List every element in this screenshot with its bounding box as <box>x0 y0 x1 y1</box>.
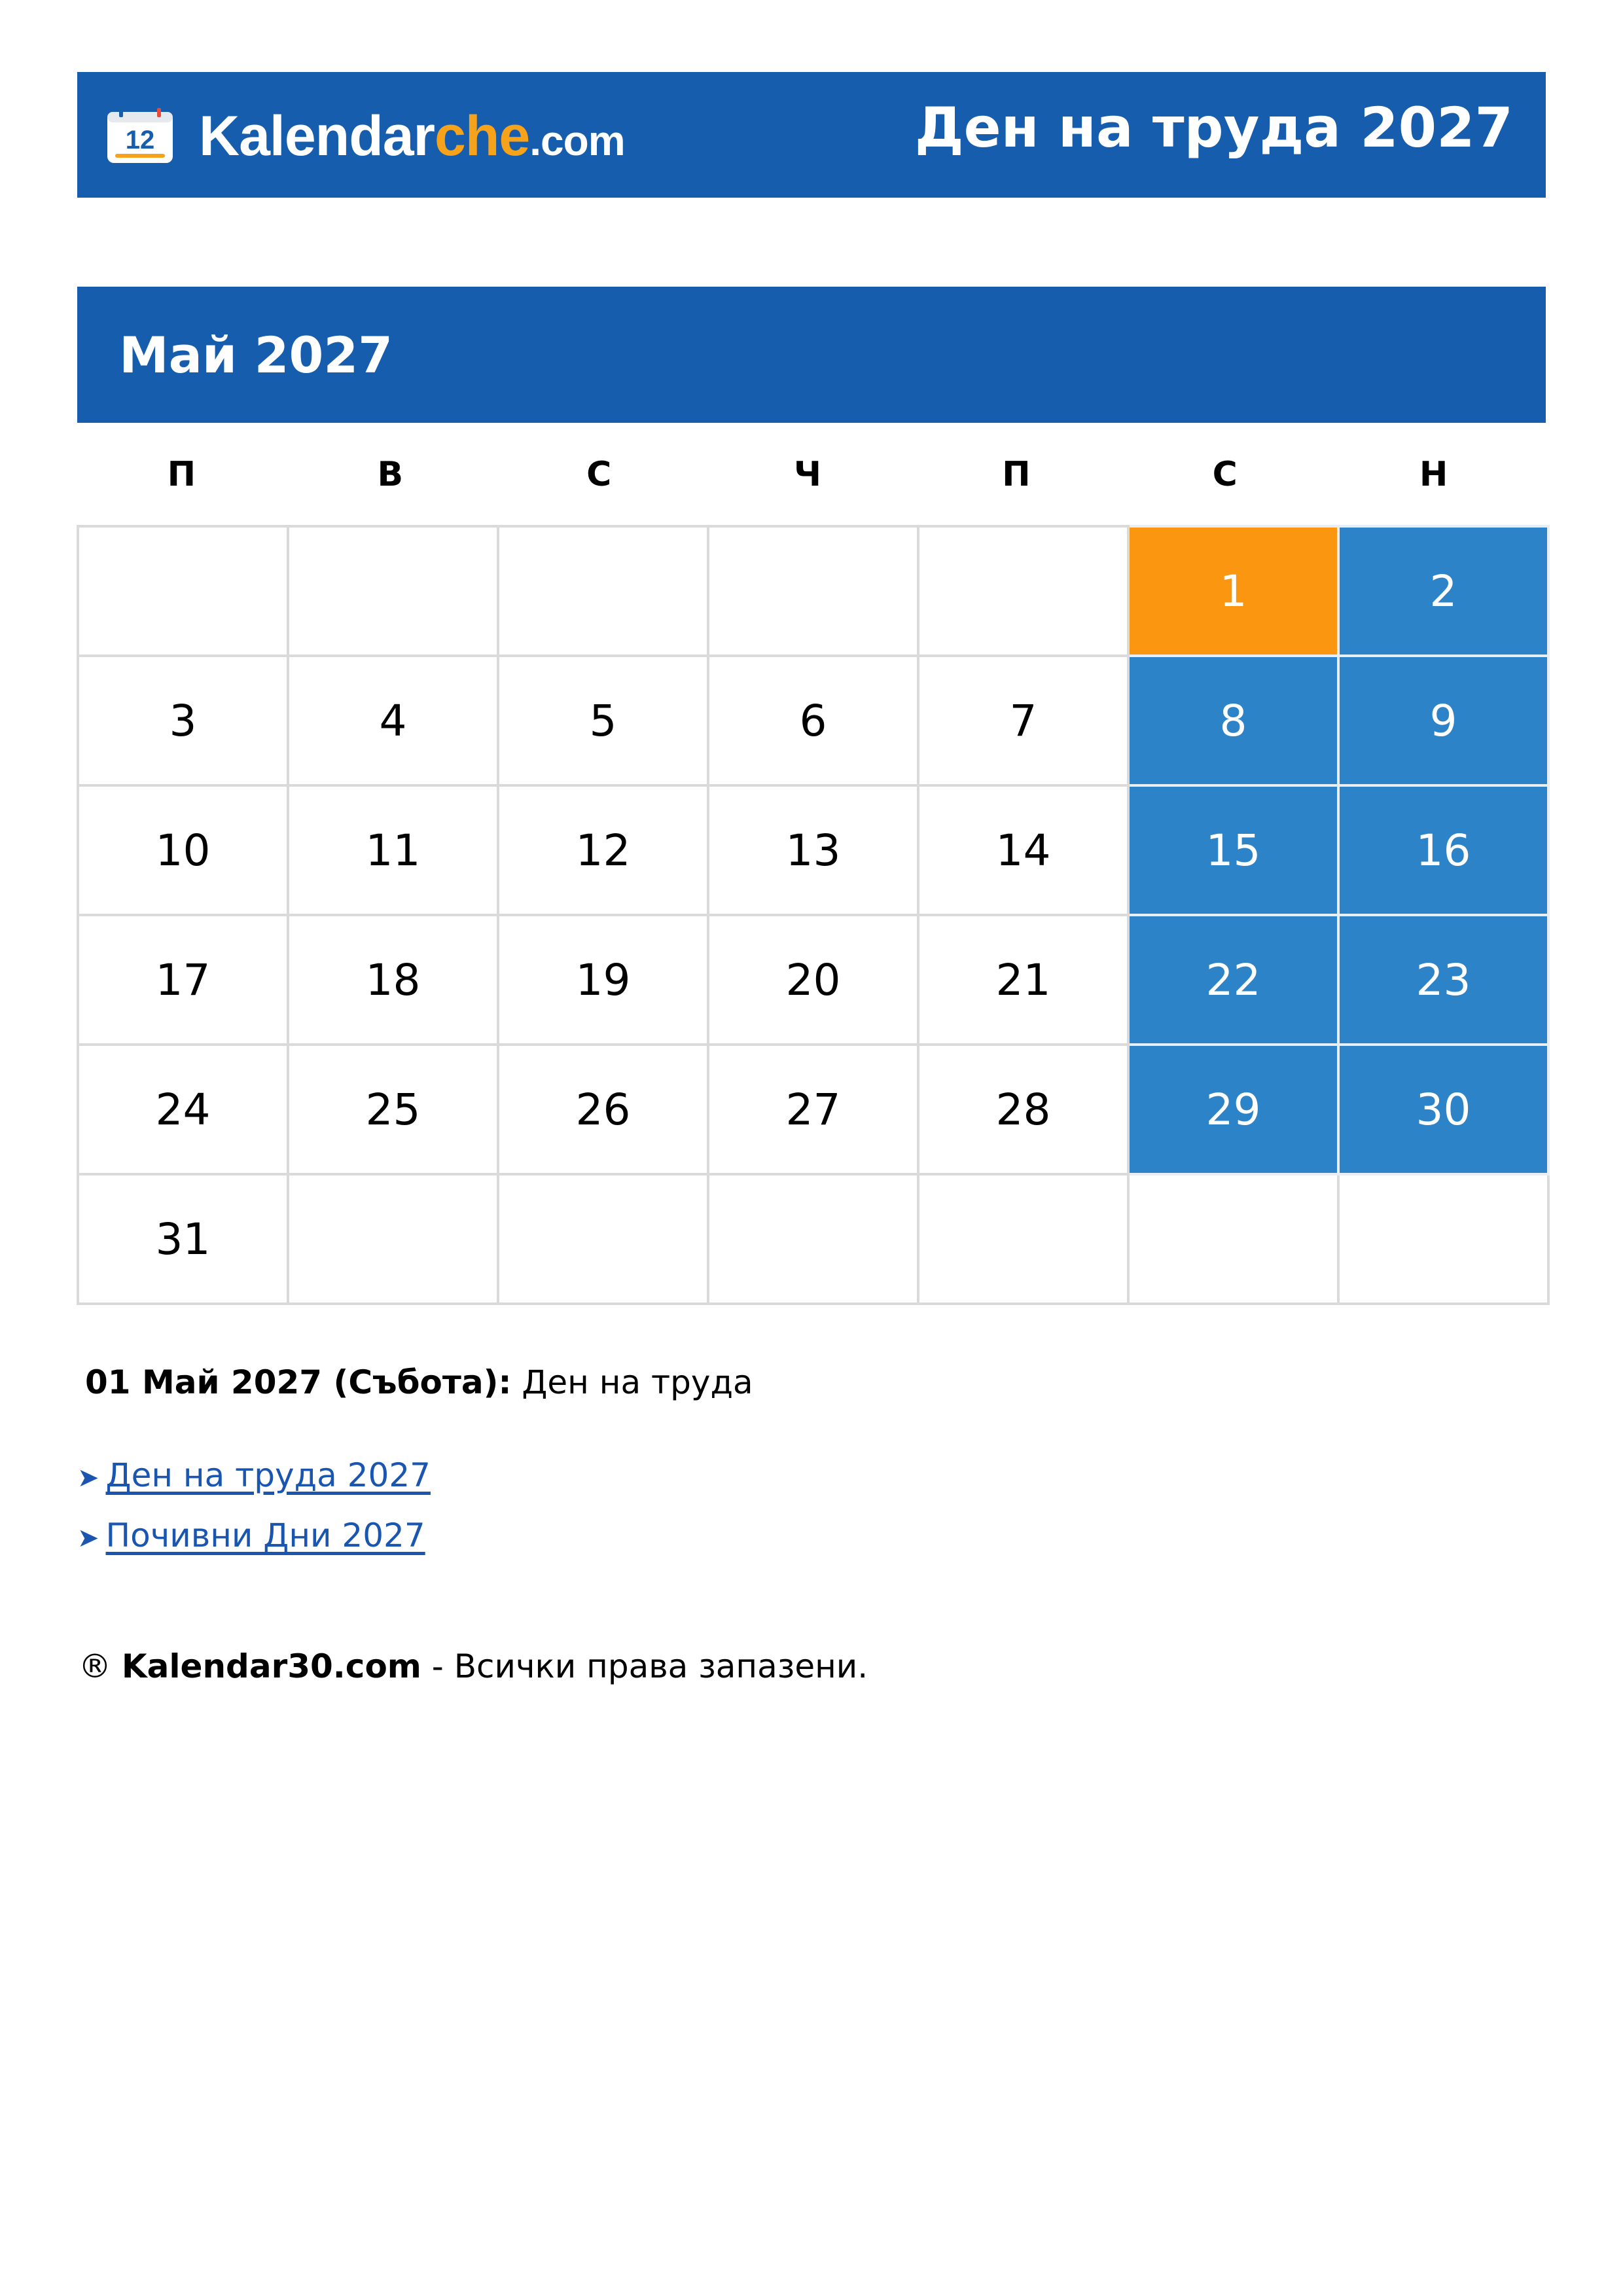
calendar-day-cell[interactable]: 22 <box>1128 915 1338 1045</box>
month-title: Май 2027 <box>119 326 393 384</box>
calendar-day-cell[interactable]: 25 <box>288 1045 498 1174</box>
calendar-day-cell[interactable]: 29 <box>1128 1045 1338 1174</box>
calendar-week-row <box>78 1174 1548 1304</box>
calendar-day-cell[interactable]: 16 <box>1338 785 1548 915</box>
link-item <box>77 1449 431 1504</box>
registered-symbol: ® <box>79 1647 111 1685</box>
calendar-empty-cell <box>1128 1174 1338 1304</box>
weekday-header-row <box>77 445 1538 504</box>
calendar-empty-cell <box>78 526 288 656</box>
link-holidays-2027[interactable]: Почивни Дни 2027 <box>105 1516 425 1554</box>
calendar-week-row <box>78 526 1548 656</box>
calendar-week-row <box>78 1045 1548 1174</box>
calendar-day-cell[interactable]: 13 <box>708 785 918 915</box>
calendar-day-cell[interactable]: 20 <box>708 915 918 1045</box>
logo-domain-text: .com <box>529 117 625 164</box>
calendar-day-cell[interactable]: 17 <box>78 915 288 1045</box>
link-item <box>77 1509 425 1564</box>
month-header <box>77 287 1546 423</box>
site-logo[interactable] <box>199 103 625 173</box>
calendar-empty-cell <box>498 526 708 656</box>
calendar-day-cell[interactable]: 6 <box>708 656 918 785</box>
calendar-empty-cell <box>288 526 498 656</box>
calendar-day-cell[interactable]: 5 <box>498 656 708 785</box>
weekday-label: С <box>1212 455 1238 494</box>
weekday-label: С <box>586 455 612 494</box>
calendar-week-row <box>78 656 1548 785</box>
weekday-label: П <box>167 455 196 494</box>
logo-accent-text: che <box>435 105 530 168</box>
link-labour-day-2027[interactable]: Ден на труда 2027 <box>105 1456 431 1494</box>
arrow-icon: ➤ <box>77 1523 99 1553</box>
calendar-day-cell[interactable]: 9 <box>1338 656 1548 785</box>
calendar-day-cell[interactable]: 12 <box>498 785 708 915</box>
weekday-label: В <box>377 455 404 494</box>
calendar-icon-number: 12 <box>125 126 155 154</box>
calendar-day-cell[interactable]: 1 <box>1128 526 1338 656</box>
calendar-grid <box>77 525 1550 1305</box>
calendar-day-cell[interactable]: 4 <box>288 656 498 785</box>
calendar-day-cell[interactable]: 19 <box>498 915 708 1045</box>
calendar-day-cell[interactable]: 8 <box>1128 656 1338 785</box>
calendar-day-cell[interactable]: 24 <box>78 1045 288 1174</box>
site-header <box>77 72 1546 198</box>
calendar-day-cell[interactable]: 28 <box>918 1045 1128 1174</box>
calendar-day-cell[interactable]: 14 <box>918 785 1128 915</box>
calendar-day-cell[interactable]: 26 <box>498 1045 708 1174</box>
arrow-icon: ➤ <box>77 1463 99 1493</box>
calendar-empty-cell <box>708 526 918 656</box>
calendar-day-cell[interactable]: 27 <box>708 1045 918 1174</box>
calendar-empty-cell <box>288 1174 498 1304</box>
holiday-date-label: 01 Май 2027 (Събота): <box>85 1363 512 1401</box>
calendar-day-cell[interactable]: 7 <box>918 656 1128 785</box>
calendar-day-cell[interactable]: 21 <box>918 915 1128 1045</box>
calendar-empty-cell <box>498 1174 708 1304</box>
calendar-day-cell[interactable]: 18 <box>288 915 498 1045</box>
calendar-week-row <box>78 915 1548 1045</box>
calendar-icon <box>106 108 174 164</box>
page-title: Ден на труда 2027 <box>914 96 1513 160</box>
copyright-footer <box>79 1640 868 1693</box>
calendar-empty-cell <box>918 526 1128 656</box>
holiday-name: Ден на труда <box>522 1363 753 1401</box>
calendar-day-cell[interactable]: 15 <box>1128 785 1338 915</box>
holiday-description <box>85 1356 753 1408</box>
calendar-day-cell[interactable]: 11 <box>288 785 498 915</box>
calendar-day-cell[interactable]: 31 <box>78 1174 288 1304</box>
calendar-empty-cell <box>708 1174 918 1304</box>
footer-brand: Kalendar30.com <box>121 1647 421 1685</box>
calendar-empty-cell <box>918 1174 1128 1304</box>
calendar-day-cell[interactable]: 2 <box>1338 526 1548 656</box>
footer-text: - Всички права запазени. <box>421 1647 868 1685</box>
logo-main-text: Kalendar <box>199 105 435 168</box>
calendar-day-cell[interactable]: 23 <box>1338 915 1548 1045</box>
calendar-empty-cell <box>1338 1174 1548 1304</box>
calendar-day-cell[interactable]: 10 <box>78 785 288 915</box>
weekday-label: Н <box>1419 455 1448 494</box>
calendar-day-cell[interactable]: 30 <box>1338 1045 1548 1174</box>
weekday-label: Ч <box>793 455 822 494</box>
calendar-day-cell[interactable]: 3 <box>78 656 288 785</box>
weekday-label: П <box>1002 455 1031 494</box>
calendar-week-row <box>78 785 1548 915</box>
